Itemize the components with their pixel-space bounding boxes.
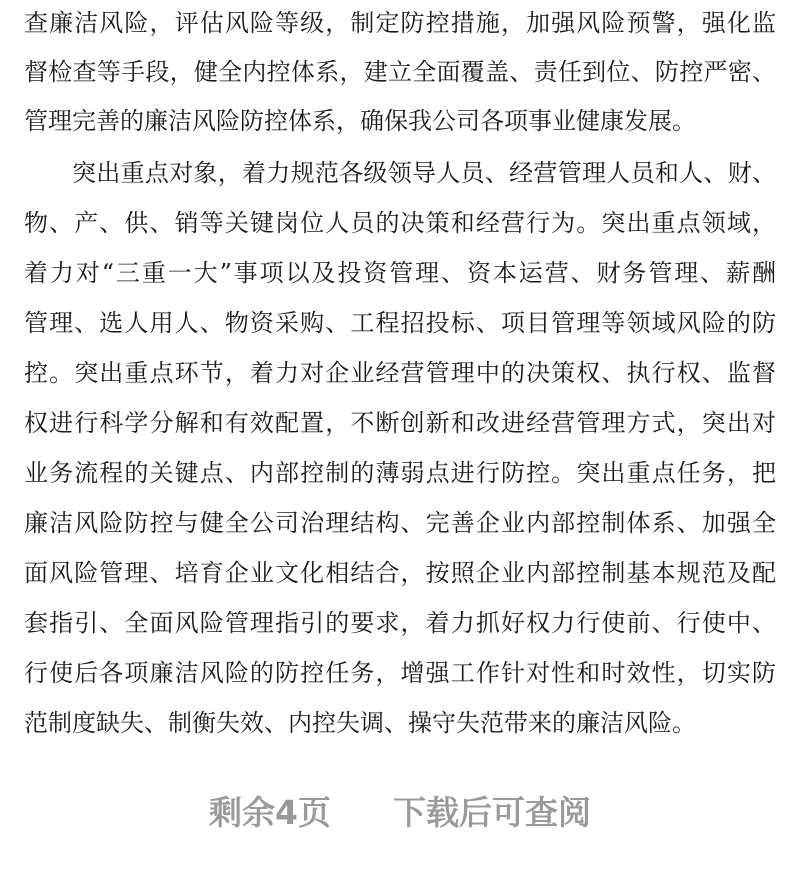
paragraph-line: 权进行科学分解和有效配置，不断创新和改进经营管理方式，突出对 — [24, 409, 776, 437]
paragraph-line: 行使后各项廉洁风险的防控任务，增强工作针对性和时效性，切实防 — [24, 659, 776, 687]
paragraph-line: 套指引、全面风险管理指引的要求，着力抓好权力行使前、行使中、 — [24, 609, 776, 637]
paragraph-line: 廉洁风险防控与健全公司治理结构、完善企业内部控制体系、加强全 — [24, 509, 776, 537]
paragraph-line: 突出重点对象，着力规范各级领导人员、经营管理人员和人、财、 — [72, 159, 776, 187]
paragraph-line: 业务流程的关键点、内部控制的薄弱点进行防控。突出重点任务，把 — [24, 459, 776, 487]
paragraph-line: 范制度缺失、制衡失效、内控失调、操守失范带来的廉洁风险。 — [24, 709, 696, 737]
download-to-view-button[interactable]: 下载后可查阅 — [392, 792, 591, 832]
paragraph-line: 管理、选人用人、物资采购、工程招投标、项目管理等领域风险的防 — [24, 309, 776, 337]
remaining-pages-label[interactable]: 剩余4页 — [209, 792, 331, 832]
paragraph-line: 着力对“三重一大”事项以及投资管理、资本运营、财务管理、薪酬 — [24, 259, 776, 287]
paragraph-line: 物、产、供、销等关键岗位人员的决策和经营行为。突出重点领域， — [24, 209, 776, 237]
paragraph-line: 控。突出重点环节，着力对企业经营管理中的决策权、执行权、监督 — [24, 359, 776, 387]
paragraph-line: 督检查等手段，健全内控体系，建立全面覆盖、责任到位、防控严密、 — [24, 58, 776, 86]
download-prompt — [0, 780, 800, 840]
paragraph-line: 管理完善的廉洁风险防控体系，确保我公司各项事业健康发展。 — [24, 107, 696, 135]
paragraph-line: 面风险管理、培育企业文化相结合，按照企业内部控制基本规范及配 — [24, 559, 776, 587]
paragraph-line: 查廉洁风险，评估风险等级，制定防控措施，加强风险预警，强化监 — [24, 9, 776, 37]
